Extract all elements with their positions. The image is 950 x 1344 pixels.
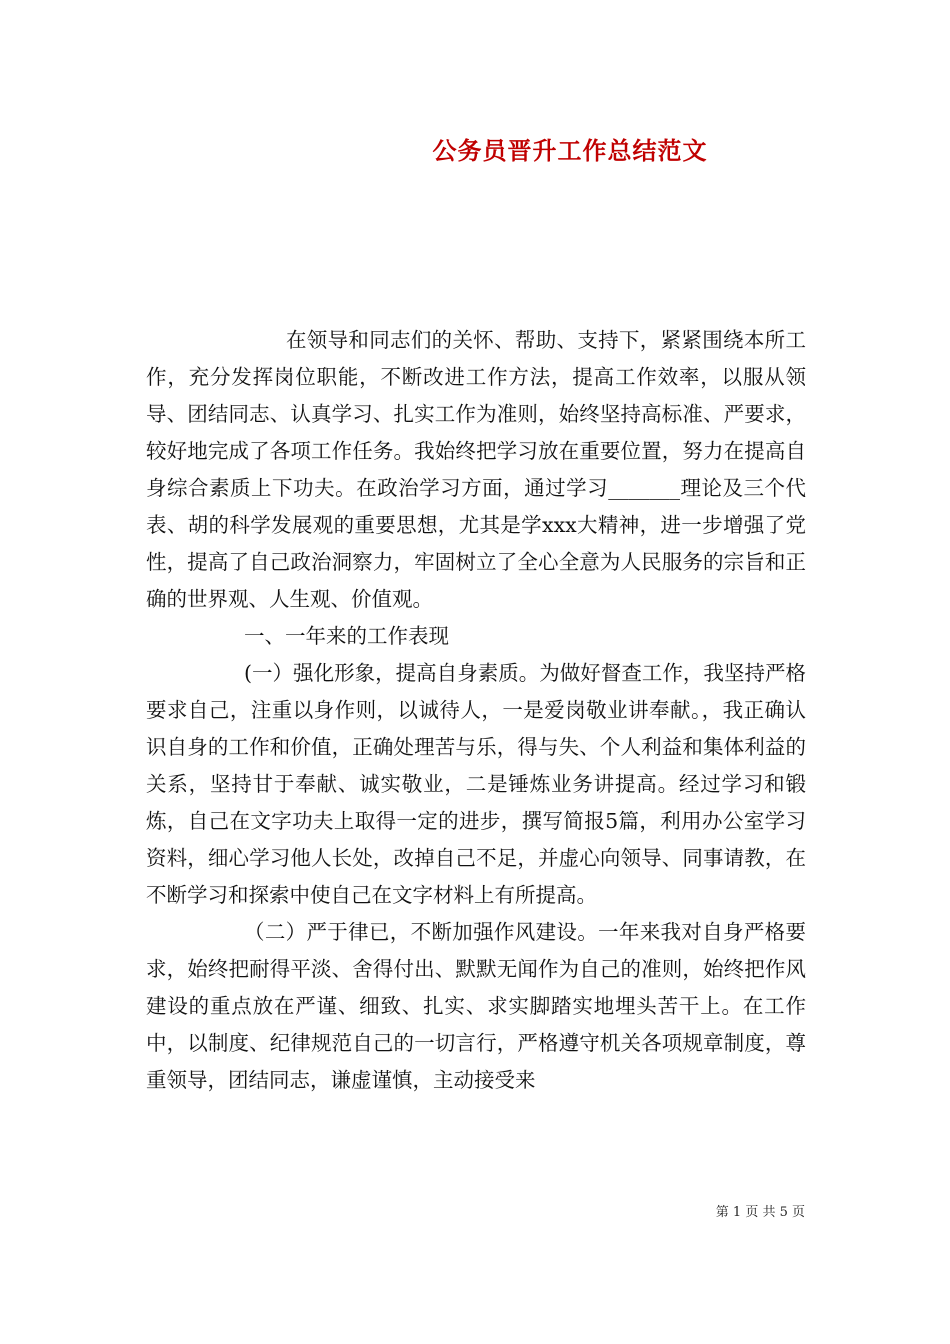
intro-paragraph: 在领导和同志们的关怀、帮助、支持下，紧紧围绕本所工作，充分发挥岗位职能，不断改进工作方法，提高工作效率，以服从领导、团结同志、认真学习、扎实工作为准则，始终坚持高标准、严要求，较好地完成了各项工作任务。我始终把学习放在重要位置，努力在提高自身综合素质上下功夫。在政治学习方面，通过学习_______理论及三个代表、胡的科学发展观的重要思想，尤其是学xxx大精神，进一步增强了党性，提高了自己政治洞察力，牢固树立了全心全意为人民服务的宗旨和正确的世界观、人生观、价值观。 — [146, 328, 806, 611]
paragraph-1: (一）强化形象，提高自身素质。为做好督查工作，我坚持严格要求自己，注重以身作则，以诚待人，一是爱岗敬业讲奉献。，我正确认识自身的工作和价值，正确处理苦与乐，得与失、个人利益和集体利益的关系，坚持甘于奉献、诚实敬业，二是锤炼业务讲提高。经过学习和锻炼，自己在文字功夫上取得一定的进步，撰写简报5篇，利用办公室学习资料，细心学习他人长处，改掉自己不足，并虚心向领导、同事请教，在不断学习和探索中使自己在文字材料上有所提高。 — [146, 661, 806, 907]
page-footer: 第 1 页 共 5 页 — [715, 1205, 805, 1220]
paragraph-2: （二）严于律已，不断加强作风建设。一年来我对自身严格要求，始终把耐得平淡、舍得付出、默默无闻作为自己的准则，始终把作风建设的重点放在严谨、细致、扎实、求实脚踏实地埋头苦干上。在工作中，以制度、纪律规范自己的一切言行，严格遵守机关各项规章制度，尊重领导，团结同志，谦虚谨慎，主动接受来 — [146, 920, 806, 1092]
document-title: 公务员晋升工作总结范文 — [432, 136, 708, 165]
section-heading: 一、一年来的工作表现 — [244, 624, 449, 648]
document-body — [146, 322, 806, 1099]
